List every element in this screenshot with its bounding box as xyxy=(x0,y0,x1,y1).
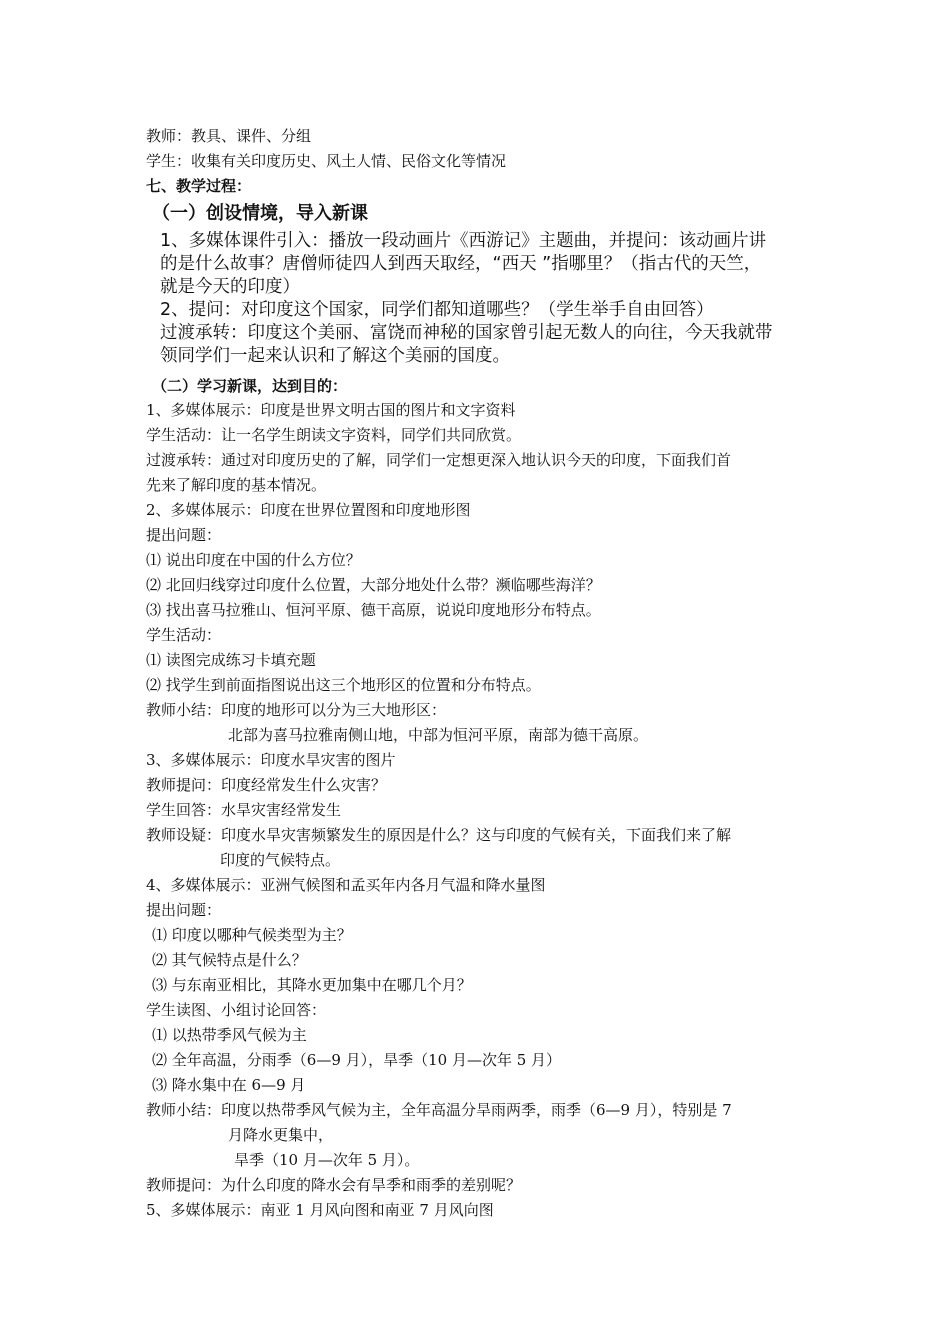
part2-line: 1、多媒体展示：印度是世界文明古国的图片和文字资料 xyxy=(146,401,516,419)
part2-line: 3、多媒体展示：印度水旱灾害的图片 xyxy=(146,751,396,769)
prep-student: 学生：收集有关印度历史、风土人情、民俗文化等情况 xyxy=(146,152,507,170)
part1-line: 的是什么故事？唐僧师徒四人到西天取经，“西天 ”指哪里？（指古代的天竺， xyxy=(160,254,762,274)
part2-line: ⑵ 找学生到前面指图说出这三个地形区的位置和分布特点。 xyxy=(146,676,541,694)
part1-line: 领同学们一起来认识和了解这个美丽的国度。 xyxy=(160,346,510,366)
part2-line: 教师小结：印度的地形可以分为三大地形区： xyxy=(146,701,447,719)
part2-line: ⑶ 与东南亚相比，其降水更加集中在哪几个月？ xyxy=(152,976,472,994)
part2-line: 印度的气候特点。 xyxy=(220,851,341,869)
part2-line: 北部为喜马拉雅南侧山地，中部为恒河平原，南部为德干高原。 xyxy=(228,726,649,744)
part2-line: 过渡承转：通过对印度历史的了解，同学们一定想更深入地认识今天的印度，下面我们首 xyxy=(146,451,732,469)
part2-line: ⑴ 印度以哪种气候类型为主？ xyxy=(152,926,352,944)
part1-line: 就是今天的印度） xyxy=(160,277,300,297)
part2-line: ⑴ 以热带季风气候为主 xyxy=(152,1026,307,1044)
part2-line: 学生读图、小组讨论回答： xyxy=(146,1001,327,1019)
part1-line: 过渡承转：印度这个美丽、富饶而神秘的国家曾引起无数人的向往，今天我就带 xyxy=(160,323,773,343)
part2-line: ⑶ 降水集中在 6—9 月 xyxy=(152,1076,306,1094)
part1-title: （一）创设情境，导入新课 xyxy=(152,203,368,224)
prep-teacher: 教师：教具、课件、分组 xyxy=(146,127,312,145)
part2-line: 教师小结：印度以热带季风气候为主，全年高温分旱雨两季，雨季（6—9 月），特别是 7 xyxy=(146,1101,732,1119)
part2-line: 学生回答：水旱灾害经常发生 xyxy=(146,801,342,819)
section-title: 七、教学过程： xyxy=(146,177,252,195)
part2-line: 先来了解印度的基本情况。 xyxy=(146,476,327,494)
part2-line: ⑵ 全年高温，分雨季（6—9 月），旱季（10 月—次年 5 月） xyxy=(152,1051,562,1069)
part2-line: 5、多媒体展示：南亚 1 月风向图和南亚 7 月风向图 xyxy=(146,1201,494,1219)
part2-line: 学生活动：让一名学生朗读文字资料，同学们共同欣赏。 xyxy=(146,426,522,444)
part2-line: 2、多媒体展示：印度在世界位置图和印度地形图 xyxy=(146,501,471,519)
part2-line: 月降水更集中， xyxy=(228,1126,334,1144)
part2-line: ⑴ 读图完成练习卡填充题 xyxy=(146,651,316,669)
part2-line: 4、多媒体展示：亚洲气候图和孟买年内各月气温和降水量图 xyxy=(146,876,546,894)
part2-line: 学生活动： xyxy=(146,626,222,644)
part2-line: ⑵ 其气候特点是什么？ xyxy=(152,951,307,969)
part2-line: ⑴ 说出印度在中国的什么方位？ xyxy=(146,551,361,569)
part2-line: 教师提问：为什么印度的降水会有旱季和雨季的差别呢？ xyxy=(146,1176,522,1194)
part1-line: 1、多媒体课件引入：播放一段动画片《西游记》主题曲，并提问：该动画片讲 xyxy=(160,231,767,251)
part2-line: 旱季（10 月—次年 5 月）。 xyxy=(234,1151,420,1169)
part2-title: （二）学习新课，达到目的： xyxy=(152,377,348,395)
part2-line: 教师提问：印度经常发生什么灾害？ xyxy=(146,776,387,794)
part2-line: 提出问题： xyxy=(146,526,222,544)
part1-line: 2、提问：对印度这个国家，同学们都知道哪些？（学生举手自由回答） xyxy=(160,300,714,320)
part2-line: 教师设疑：印度水旱灾害频繁发生的原因是什么？这与印度的气候有关，下面我们来了解 xyxy=(146,826,732,844)
part2-line: 提出问题： xyxy=(146,901,222,919)
part2-line: ⑶ 找出喜马拉雅山、恒河平原、德干高原，说说印度地形分布特点。 xyxy=(146,601,601,619)
part2-line: ⑵ 北回归线穿过印度什么位置，大部分地处什么带？濒临哪些海洋？ xyxy=(146,576,601,594)
